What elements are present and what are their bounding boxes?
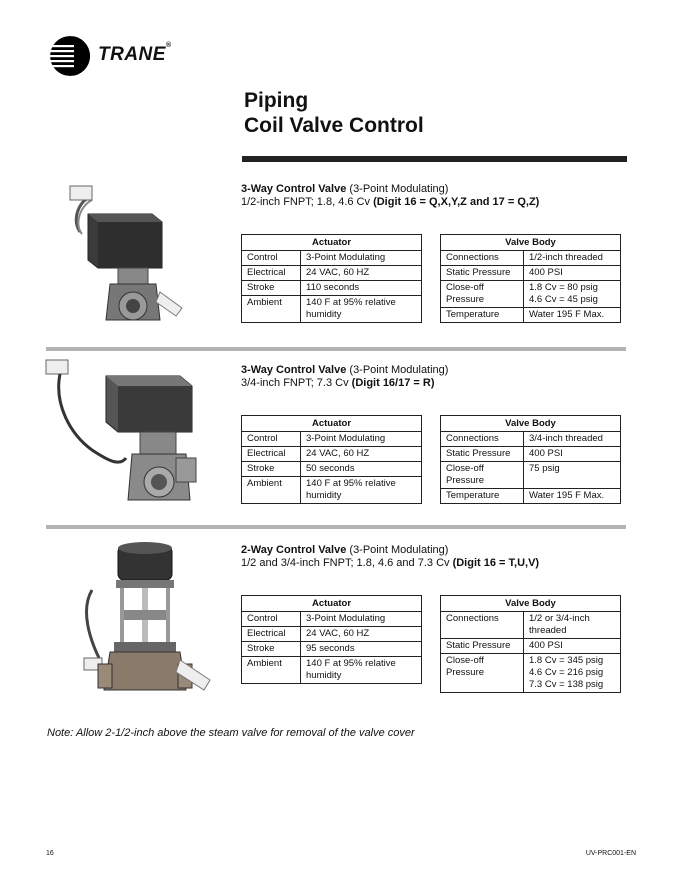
section-divider <box>46 347 626 351</box>
valve-photo-3 <box>70 540 220 710</box>
section-3-specs: 1/2 and 3/4-inch FNPT; 1.8, 4.6 and 7.3 Cv <box>241 557 450 569</box>
table-header: Actuator <box>242 235 422 251</box>
table-row: Temperature Water 195 F Max. <box>441 489 621 504</box>
table-row: Static Pressure 400 PSI <box>441 639 621 654</box>
table-header: Valve Body <box>441 596 621 612</box>
section-1-subtitle: (3-Point Modulating) <box>349 183 449 195</box>
section-3-title: 2-Way Control Valve <box>241 544 347 556</box>
table-row: Control 3-Point Modulating <box>242 251 422 266</box>
table-row: Connections 1/2-inch threaded <box>441 251 621 266</box>
page-title <box>244 88 424 138</box>
valve-photo-2 <box>40 354 200 514</box>
table-row: Connections 1/2 or 3/4-inch threaded <box>441 612 621 639</box>
section-1-title: 3-Way Control Valve <box>241 183 347 195</box>
section-divider <box>46 525 626 529</box>
actuator-table-2 <box>241 415 422 504</box>
section-2-digits: (Digit 16/17 = R) <box>351 377 435 389</box>
table-row: Electrical 24 VAC, 60 HZ <box>242 627 422 642</box>
table-row: Stroke 110 seconds <box>242 281 422 296</box>
title-line-2: Coil Valve Control <box>244 114 424 137</box>
page-number: 16 <box>46 850 54 857</box>
note-text: Note: Allow 2-1/2-inch above the steam valve for removal of the valve cover <box>47 727 415 739</box>
table-row: Static Pressure 400 PSI <box>441 447 621 462</box>
table-row: Stroke 50 seconds <box>242 462 422 477</box>
table-row: Close-off Pressure 1.8 Cv = 80 psig 4.6 Cv = 45 psig <box>441 281 621 308</box>
actuator-table-3 <box>241 595 422 684</box>
title-rule <box>242 156 627 162</box>
actuator-table-1 <box>241 234 422 323</box>
table-row: Close-off Pressure 1.8 Cv = 345 psig 4.6 Cv = 216 psig 7.3 Cv = 138 psig <box>441 654 621 693</box>
section-2-specs: 3/4-inch FNPT; 7.3 Cv <box>241 377 349 389</box>
brand-name: TRANE® <box>98 42 172 65</box>
section-1-heading <box>241 183 539 209</box>
title-line-1: Piping <box>244 89 309 112</box>
table-row: Control 3-Point Modulating <box>242 612 422 627</box>
table-header: Valve Body <box>441 235 621 251</box>
valve-body-table-3 <box>440 595 621 693</box>
table-header: Actuator <box>242 416 422 432</box>
valve-photo-1 <box>52 180 192 340</box>
table-header: Valve Body <box>441 416 621 432</box>
section-2-title: 3-Way Control Valve <box>241 364 347 376</box>
section-2-heading <box>241 364 448 390</box>
section-3-digits: (Digit 16 = T,U,V) <box>452 557 540 569</box>
valve-body-table-2 <box>440 415 621 504</box>
table-row: Temperature Water 195 F Max. <box>441 308 621 323</box>
table-row: Stroke 95 seconds <box>242 642 422 657</box>
table-header: Actuator <box>242 596 422 612</box>
table-row: Static Pressure 400 PSI <box>441 266 621 281</box>
section-3-heading <box>241 544 539 570</box>
table-row: Ambient 140 F at 95% relative humidity <box>242 657 422 684</box>
table-row: Connections 3/4-inch threaded <box>441 432 621 447</box>
table-row: Ambient 140 F at 95% relative humidity <box>242 477 422 504</box>
section-3-subtitle: (3-Point Modulating) <box>349 544 449 556</box>
table-row: Electrical 24 VAC, 60 HZ <box>242 447 422 462</box>
section-1-digits: (Digit 16 = Q,X,Y,Z and 17 = Q,Z) <box>373 196 540 208</box>
table-row: Close-off Pressure 75 psig <box>441 462 621 489</box>
section-1-specs: 1/2-inch FNPT; 1.8, 4.6 Cv <box>241 196 370 208</box>
table-row: Ambient 140 F at 95% relative humidity <box>242 296 422 323</box>
table-row: Control 3-Point Modulating <box>242 432 422 447</box>
section-2-subtitle: (3-Point Modulating) <box>349 364 449 376</box>
document-id: UV-PRC001-EN <box>585 850 636 857</box>
valve-body-table-1 <box>440 234 621 323</box>
table-row: Electrical 24 VAC, 60 HZ <box>242 266 422 281</box>
